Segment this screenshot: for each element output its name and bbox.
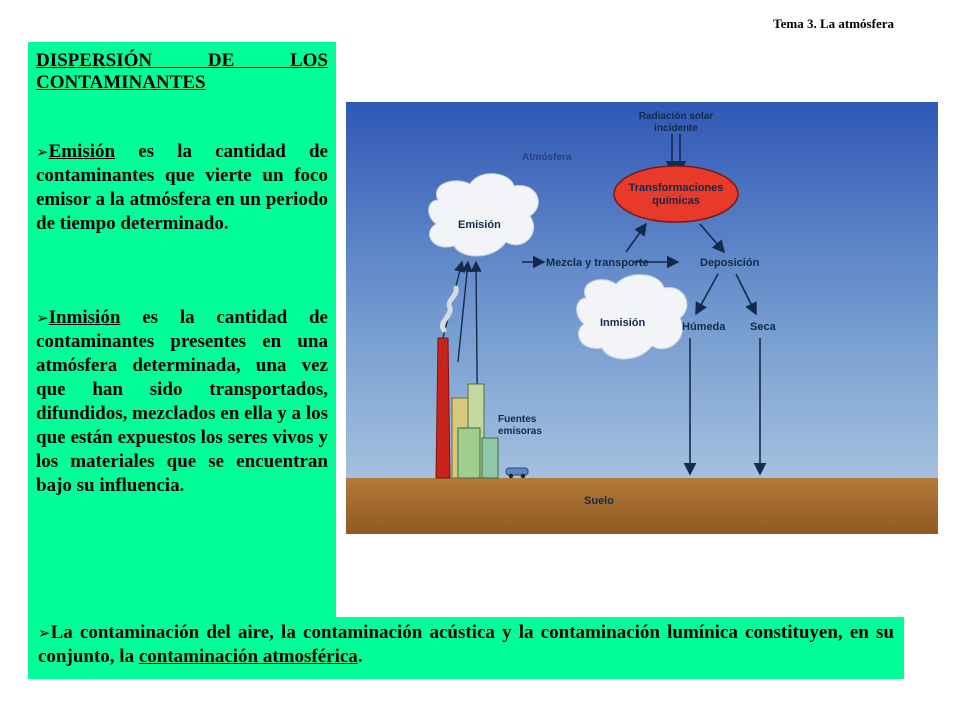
label-radiacion-1: Radiación solar	[638, 111, 714, 122]
section-title-line2: CONTAMINANTES	[36, 72, 206, 93]
bottom-panel	[28, 617, 904, 679]
label-seca: Seca	[750, 321, 776, 333]
text-bottom-after: .	[357, 646, 363, 667]
label-inmision: Inmisión	[600, 317, 646, 329]
label-transformaciones-2: químicas	[652, 195, 700, 207]
ground	[346, 478, 938, 534]
dispersion-diagram-svg	[346, 102, 938, 534]
building-3	[458, 428, 480, 478]
bullet-arrow-icon: ➢	[36, 309, 49, 327]
car-wheel	[521, 474, 525, 478]
bullet-arrow-icon: ➢	[38, 624, 51, 642]
term-emision: Emisión	[48, 141, 116, 162]
dispersion-diagram	[346, 102, 938, 534]
label-mezcla: Mezcla y transporte	[546, 257, 649, 269]
text-emision: es la cantidad de contaminantes que vierte un foco emisor a la atmósfera en un periodo de tiempo determinado.	[36, 141, 328, 234]
text-inmision: es la cantidad de contaminantes presentes en una atmósfera determinada, una vez que han sido transportados, difundidos, mezclados en ella y a los que están expuestos los seres vivos y los materiales que se encuentran bajo su influencia.	[36, 307, 328, 496]
label-deposicion: Deposición	[700, 257, 760, 269]
label-emision: Emisión	[458, 219, 501, 231]
page-header: Tema 3. La atmósfera	[773, 16, 894, 31]
transformaciones-ellipse	[614, 166, 738, 222]
label-radiacion-2: incidente	[654, 123, 698, 134]
label-fuentes-2: emisoras	[498, 426, 542, 437]
label-transformaciones-1: Transformaciones	[628, 182, 724, 194]
building-4	[482, 438, 498, 478]
term-inmision: Inmisión	[48, 307, 121, 328]
text-bottom-before: La contaminación del aire, la contaminación acústica y la contaminación lumínica constituyen, en su conjunto, la	[38, 622, 894, 667]
label-atmosfera: Atmósfera	[522, 152, 572, 163]
section-title-line1: DISPERSIÓN DE LOS	[36, 50, 328, 71]
bullet-arrow-icon: ➢	[36, 143, 49, 161]
paragraph-inmision	[36, 306, 328, 498]
section-title	[36, 50, 328, 94]
paragraph-bottom	[38, 621, 894, 669]
emision-cloud	[429, 174, 539, 256]
car	[506, 468, 528, 475]
chimney	[436, 338, 450, 478]
label-fuentes-1: Fuentes	[498, 414, 537, 425]
term-contaminacion-atmosferica: contaminación atmosférica	[138, 646, 358, 667]
car-wheel	[509, 474, 513, 478]
paragraph-emision	[36, 140, 328, 236]
label-suelo: Suelo	[584, 495, 614, 507]
label-humeda: Húmeda	[682, 321, 726, 333]
